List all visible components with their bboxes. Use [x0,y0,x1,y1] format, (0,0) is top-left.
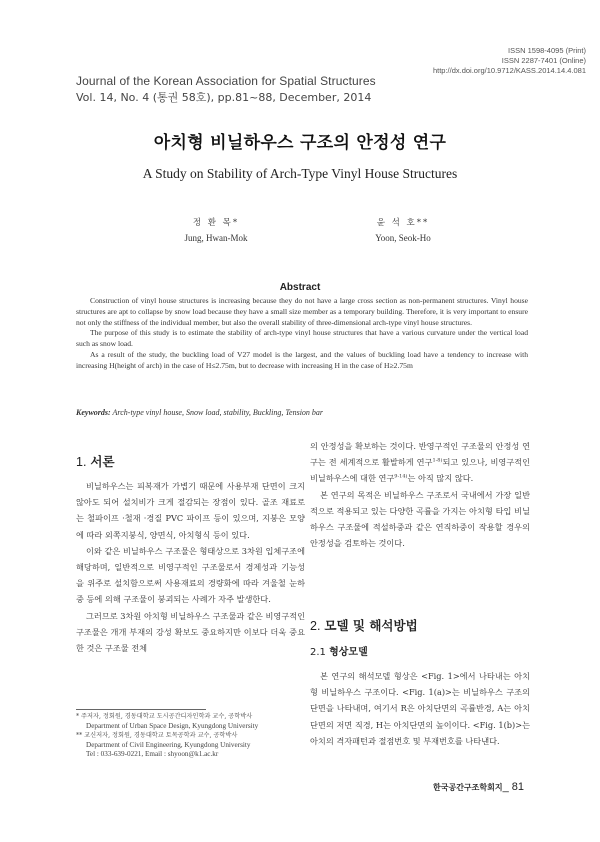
section-2-title: 모델 및 해석방법 [324,618,418,633]
subsection-2-1-heading [310,643,368,658]
right-column-text-1 [310,438,530,551]
author-1-english: Jung, Hwan-Mok [184,233,248,243]
author-2 [333,216,473,243]
footnote-divider [76,709,206,710]
abstract-paragraph-3: As a result of the study, the buckling load of V27 model is the largest, and the values of buckling load have a tendency to increase with increasing H(height of arch) in the case of H≤2.75m, but to decrease with increasing H in the case of H≥2.75m [76,349,528,370]
footnotes [76,712,306,760]
page-number: _ 81 [502,781,524,793]
author-1 [146,216,286,243]
issn-online: ISSN 2287-7401 (Online) [501,56,586,65]
keywords-list: Arch-type vinyl house, Snow load, stability, Buckling, Tension bar [112,408,324,417]
section-1-number: 1. [76,455,87,469]
author-2-korean: 윤 석 호** [376,218,430,228]
abstract-heading: Abstract [279,282,321,293]
section-1-title: 서론 [90,454,115,469]
subsection-2-1-number: 2.1 [310,647,326,658]
doi-link[interactable]: http://dx.doi.org/10.9712/KASS.2014.14.4.081 [432,66,586,75]
footer-journal-korean: 한국공간구조학회지 [433,783,503,792]
keywords-label: Keywords: [76,408,111,417]
section-2-paragraph-1: 본 연구의 해석모델 형상은 <Fig. 1>에서 나타내는 아치형 비닐하우스 구조이다. <Fig. 1(a)>는 비닐하우스 구조의 단면을 나타내며, 여기서 R은 아치단면의 곡률반경, A는 아치단면의 저면 직경, H는 아치단면의 높이이다. <Fig. 1(b)>는 아치의 격자패턴과 절점번호 및 부재번호를 나타낸다. [310,671,530,746]
ref-1-8: 1-8) [432,457,443,464]
section-2-heading [310,616,418,634]
title-korean: 아치형 비닐하우스 구조의 안정성 연구 [153,133,447,153]
section-1-paragraph-1: 비닐하우스는 피복재가 가볍기 때문에 사용부재 단면이 크지 않아도 되어 설치비가 크게 절감되는 장점이 있다. 골조 재료로는 철파이프 ·철재 ·경질 PVC 파이프 등이 있으며, 지붕은 모양에 따라 외쪽지붕식, 양면식, 아치형식 등이 있다. [76,481,305,540]
abstract-body [76,296,528,372]
issn-print: ISSN 1598-4095 (Print) [508,46,586,55]
footnote-2-contact: Tel : 033-639-0221, Email : shyoon@k1.ac.kr [86,750,219,759]
section-2-number: 2. [310,619,321,633]
section-1-paragraph-2: 이와 같은 비닐하우스 구조물은 형태상으로 3차원 입체구조에 해당하며, 일반적으로 비영구적인 구조물로서 경제성과 기능성을 위주로 설치함으로써 사용재료의 경량화에 따라 겨울철 눈하중 등에 의해 구조물이 붕괴되는 사례가 자주 발생한다. [76,545,305,605]
right-column-text-2 [310,668,530,749]
footnote-2-korean: ** 교신저자, 정회원, 경동대학교 토목공학과 교수, 공학박사 [76,732,238,740]
volume-line: Vol. 14, No. 4 (통권 58호), pp.81~88, December, 2014 [76,91,372,104]
footnote-1-korean: * 주저자, 정회원, 경동대학교 도시공간디자인학과 교수, 공학박사 [76,713,253,720]
page-footer [433,781,524,793]
title-english: A Study on Stability of Arch-Type Vinyl House Structures [142,166,458,181]
section-1-paragraph-4: 본 연구의 목적은 비닐하우스 구조로서 국내에서 가장 일반적으로 적용되고 있는 다양한 곡률을 가지는 아치형 타입 비닐하우스 구조물에 적설하중과 같은 연직하중이 작용할 경우의 안정성을 검토하는 것이다. [310,489,530,549]
section-1-heading [76,452,115,470]
footnote-2-english: Department of Civil Engineering, Kyungdong University [86,740,251,749]
footnote-1-english: Department of Urban Space Design, Kyungdong University [86,721,259,730]
issn-block [433,46,586,76]
section-1-paragraph-3: 그러므로 3차원 아치형 비닐하우스 구조물과 같은 비영구적인 구조물은 개개 부재의 강성 확보도 중요하지만 이보다 더욱 중요한 것은 구조물 전체 [76,610,305,654]
subsection-2-1-title: 형상모델 [329,647,368,658]
left-column-text [76,478,305,656]
section-1-continued: 의 안정성을 확보하는 것이다. 반영구적인 구조물의 안정성 연구는 전 세계적으로 활발하게 연구$^{1-8)}$되고 있으나, 비영구적인 비닐하우스에 대한 연구$^{9-14)}$는 아직 많지 않다. [310,441,530,484]
author-1-korean: 정 환 목* [192,218,240,228]
journal-name: Journal of the Korean Association for Spatial Structures [76,74,376,88]
abstract-paragraph-2: The purpose of this study is to estimate the stability of arch-type vinyl house structures that have a various curvature under the vertical load such as snow load. [76,328,528,349]
abstract-paragraph-1: Construction of vinyl house structures is increasing because they do not have a large cross section as non-permanent structures. Vinyl house structures are apt to collapse by snow load because they have a small size member as a temporary building. Therefore, it is very important to ensure not only the stiffness of the individual member, but also the overall stability of three-dimensional arch-type vinyl house structures. [76,296,528,327]
ref-9-14: 9-14) [394,473,408,480]
keywords [76,408,528,417]
author-2-english: Yoon, Seok-Ho [375,233,431,243]
